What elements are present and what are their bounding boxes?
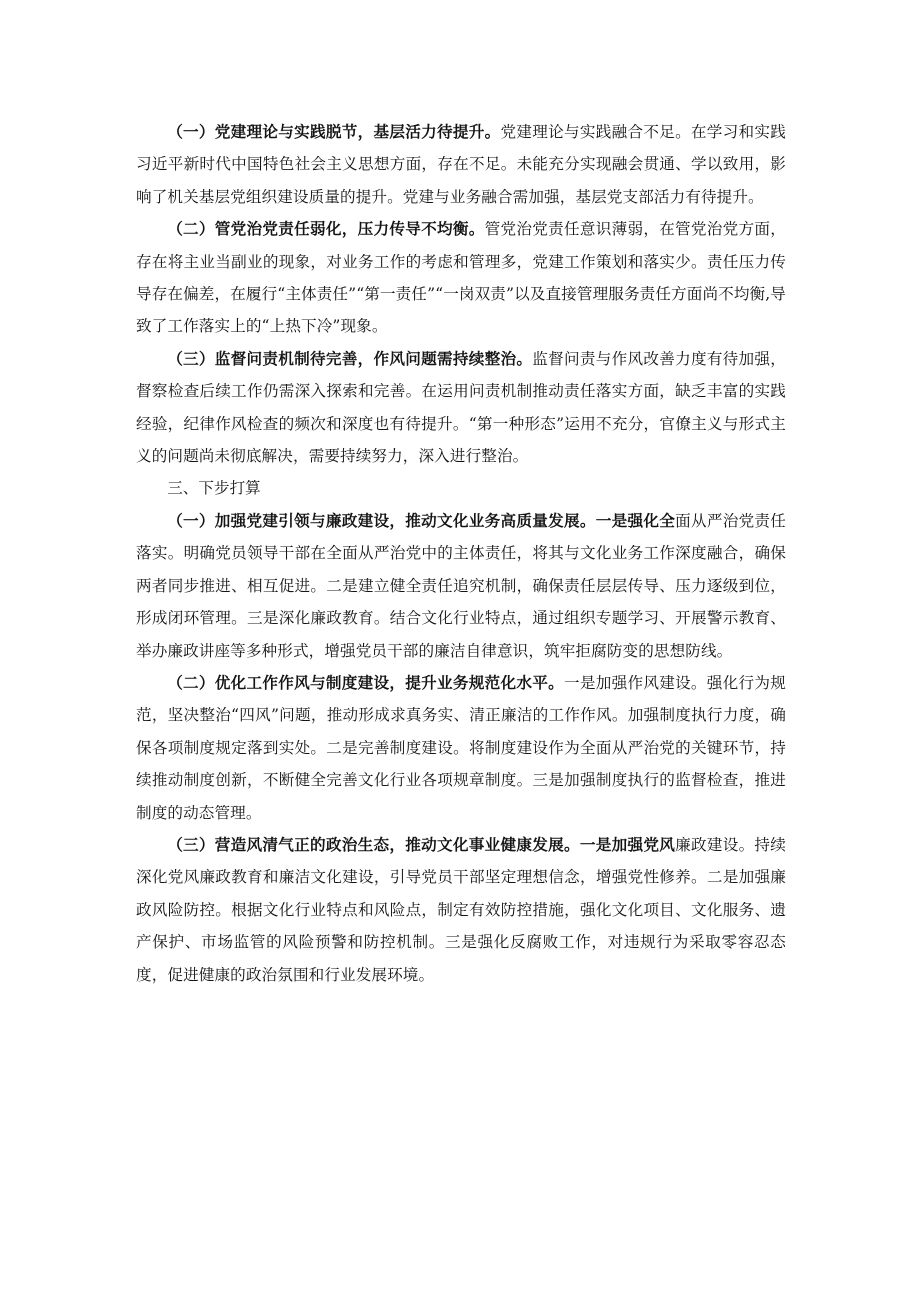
problem-3-body: 监督问责与作风改善力度有待加强，督察检查后续工作仍需深入探索和完善。在运用问责机制推动责任落实方面，缺乏丰富的实践经验，纪律作风检查的频次和深度也有待提升。“第一种形态”运用不充分，官僚主义与形式主义的问题尚未彻底解决，需要持续努力，深入进行整治。: [136, 349, 786, 466]
problem-paragraph-1: [136, 116, 786, 213]
plan-2-lead: （二）优化工作作风与制度建设，提升业务规范化水平。: [167, 672, 564, 692]
problem-1-lead: （一）党建理论与实践脱节，基层活力待提升。: [167, 122, 501, 141]
problem-2-lead: （二）管党治党责任弱化，压力传导不均衡。: [167, 219, 485, 239]
document-body: [136, 116, 786, 991]
plan-1-lead: （一）加强党建引领与廉政建设，推动文化业务高质量发展。一是强化全: [167, 510, 676, 530]
plan-3-lead: （三）营造风清气正的政治生态，推动文化事业健康发展。一是加强党风: [167, 834, 676, 854]
problem-1-body: 党建理论与实践融合不足。在学习和实践习近平新时代中国特色社会主义思想方面，存在不足。未能充分实现融会贯通、学以致用，影响了机关基层党组织建设质量的提升。党建与业务融合需加强，基层党支部活力有待提升。: [136, 123, 786, 206]
section-heading-next-steps: 三、下步打算: [167, 479, 261, 498]
problem-3-lead: （三）监督问责机制待完善，作风问题需持续整治。: [167, 348, 533, 368]
problem-paragraph-3: [136, 343, 786, 473]
plan-paragraph-1: [136, 505, 786, 667]
plan-2-body: 一是加强作风建设。强化行为规范，坚决整治“四风”问题，推动形成求真务实、清正廉洁的工作作风。加强制度执行力度，确保各项制度规定落到实处。二是完善制度建设。将制度建设作为全面从严治党的关键环节，持续推动制度创新，不断健全完善文化行业各项规章制度。三是加强制度执行的监督检查，推进制度的动态管理。: [136, 673, 786, 822]
problem-2-body: 管党治党责任意识薄弱，在管党治党方面，存在将主业当副业的现象，对业务工作的考虑和管理多，党建工作策划和落实少。责任压力传导存在偏差，在履行“主体责任”“第一责任”“一岗双责”以及直接管理服务责任方面尚不均衡,导致了工作落实上的“上热下冷”现象。: [136, 220, 786, 336]
plan-paragraph-3: [136, 829, 786, 991]
problem-paragraph-2: [136, 213, 786, 343]
plan-3-body: 廉政建设。持续深化党风廉政教育和廉洁文化建设，引导党员干部坚定理想信念，增强党性修养。二是加强廉政风险防控。根据文化行业特点和风险点，制定有效防控措施，强化文化项目、文化服务、遗产保护、市场监管的风险预警和防控机制。三是强化反腐败工作，对违规行为采取零容忍态度，促进健康的政治氛围和行业发展环境。: [136, 835, 787, 984]
plan-paragraph-2: [136, 667, 786, 829]
plan-1-body: 面从严治党责任落实。明确党员领导干部在全面从严治党中的主体责任，将其与文化业务工作深度融合，确保两者同步推进、相互促进。二是建立健全责任追究机制，确保责任层层传导、压力逐级到位，形成闭环管理。三是深化廉政教育。结合文化行业特点，通过组织专题学习、开展警示教育、举办廉政讲座等多种形式，增强党员干部的廉洁自律意识，筑牢拒腐防变的思想防线。: [136, 511, 787, 660]
